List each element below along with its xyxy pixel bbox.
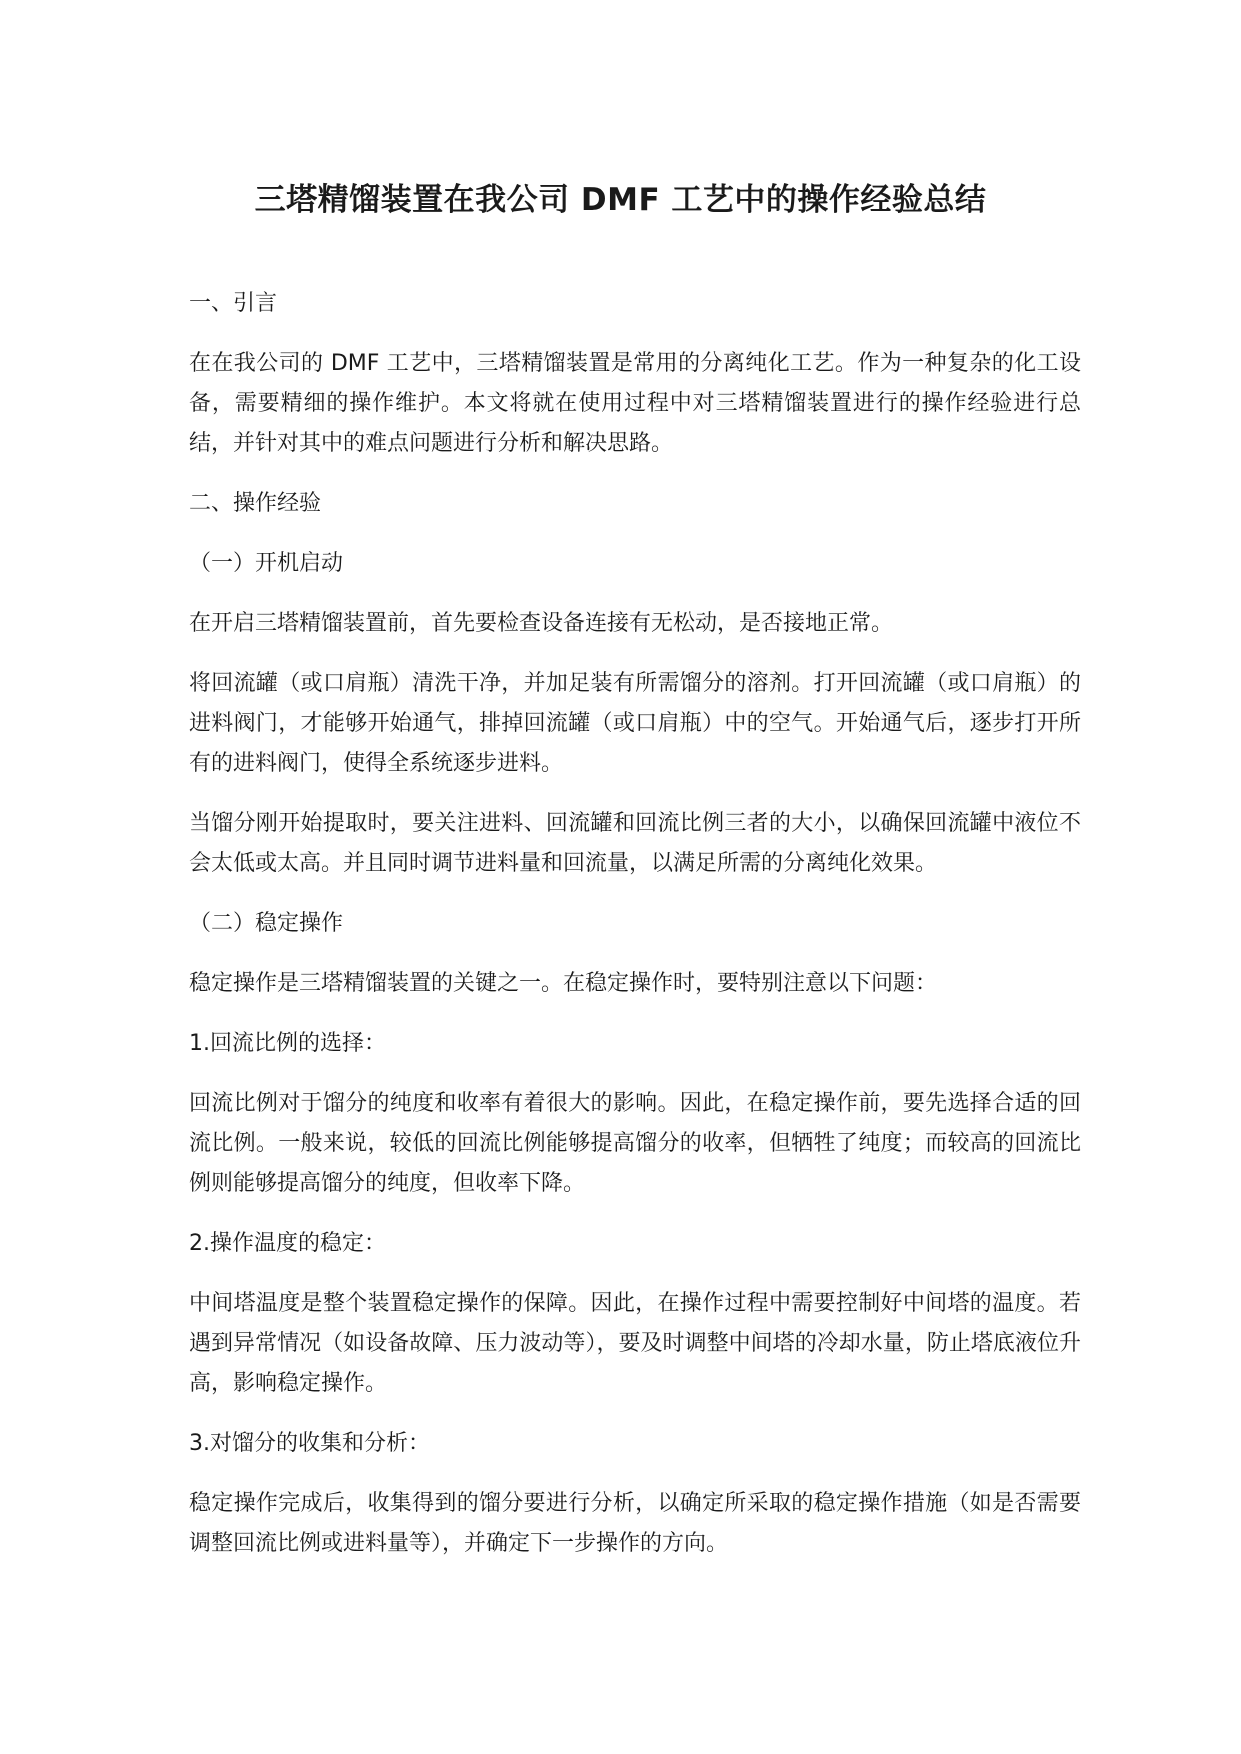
document-body — [189, 284, 1081, 1564]
section-heading-operation-experience: 二、操作经验 — [189, 491, 322, 516]
section-heading-introduction: 一、引言 — [189, 291, 278, 316]
paragraph-stable-intro: 稳定操作是三塔精馏装置的关键之一。在稳定操作时，要特别注意以下问题： — [189, 971, 938, 996]
subsection-heading-stable-operation: （二）稳定操作 — [189, 911, 344, 936]
paragraph-temperature: 中间塔温度是整个装置稳定操作的保障。因此，在操作过程中需要控制好中间塔的温度。若遇到异常情况（如设备故障、压力波动等），要及时调整中间塔的冷却水量，防止塔底液位升高，影响稳定操作。 — [189, 1291, 1081, 1396]
subsection-heading-startup: （一）开机启动 — [189, 551, 344, 576]
paragraph-startup-feed: 将回流罐（或口肩瓶）清洗干净，并加足装有所需馏分的溶剂。打开回流罐（或口肩瓶）的进料阀门，才能够开始通气，排掉回流罐（或口肩瓶）中的空气。开始通气后，逐步打开所有的进料阀门，使得全系统逐步进料。 — [189, 671, 1081, 776]
paragraph-startup-check: 在开启三塔精馏装置前，首先要检查设备连接有无松动，是否接地正常。 — [189, 611, 894, 636]
paragraph-fraction-analysis: 稳定操作完成后，收集得到的馏分要进行分析，以确定所采取的稳定操作措施（如是否需要调整回流比例或进料量等），并确定下一步操作的方向。 — [189, 1491, 1081, 1556]
paragraph-introduction: 在在我公司的 DMF 工艺中，三塔精馏装置是常用的分离纯化工艺。作为一种复杂的化工设备，需要精细的操作维护。本文将就在使用过程中对三塔精馏装置进行的操作经验进行总结，并针对其中的难点问题进行分析和解决思路。 — [189, 351, 1081, 456]
paragraph-startup-reflux: 当馏分刚开始提取时，要关注进料、回流罐和回流比例三者的大小，以确保回流罐中液位不会太低或太高。并且同时调节进料量和回流量，以满足所需的分离纯化效果。 — [189, 811, 1081, 876]
document-title: 三塔精馏装置在我公司 DMF 工艺中的操作经验总结 — [254, 182, 987, 218]
item-heading-temperature: 2.操作温度的稳定： — [189, 1231, 386, 1256]
paragraph-reflux-ratio: 回流比例对于馏分的纯度和收率有着很大的影响。因此，在稳定操作前，要先选择合适的回流比例。一般来说，较低的回流比例能够提高馏分的收率，但牺牲了纯度；而较高的回流比例则能够提高馏分的纯度，但收率下降。 — [189, 1091, 1081, 1196]
item-heading-reflux-ratio: 1.回流比例的选择： — [189, 1031, 386, 1056]
item-heading-fraction-analysis: 3.对馏分的收集和分析： — [189, 1431, 430, 1456]
